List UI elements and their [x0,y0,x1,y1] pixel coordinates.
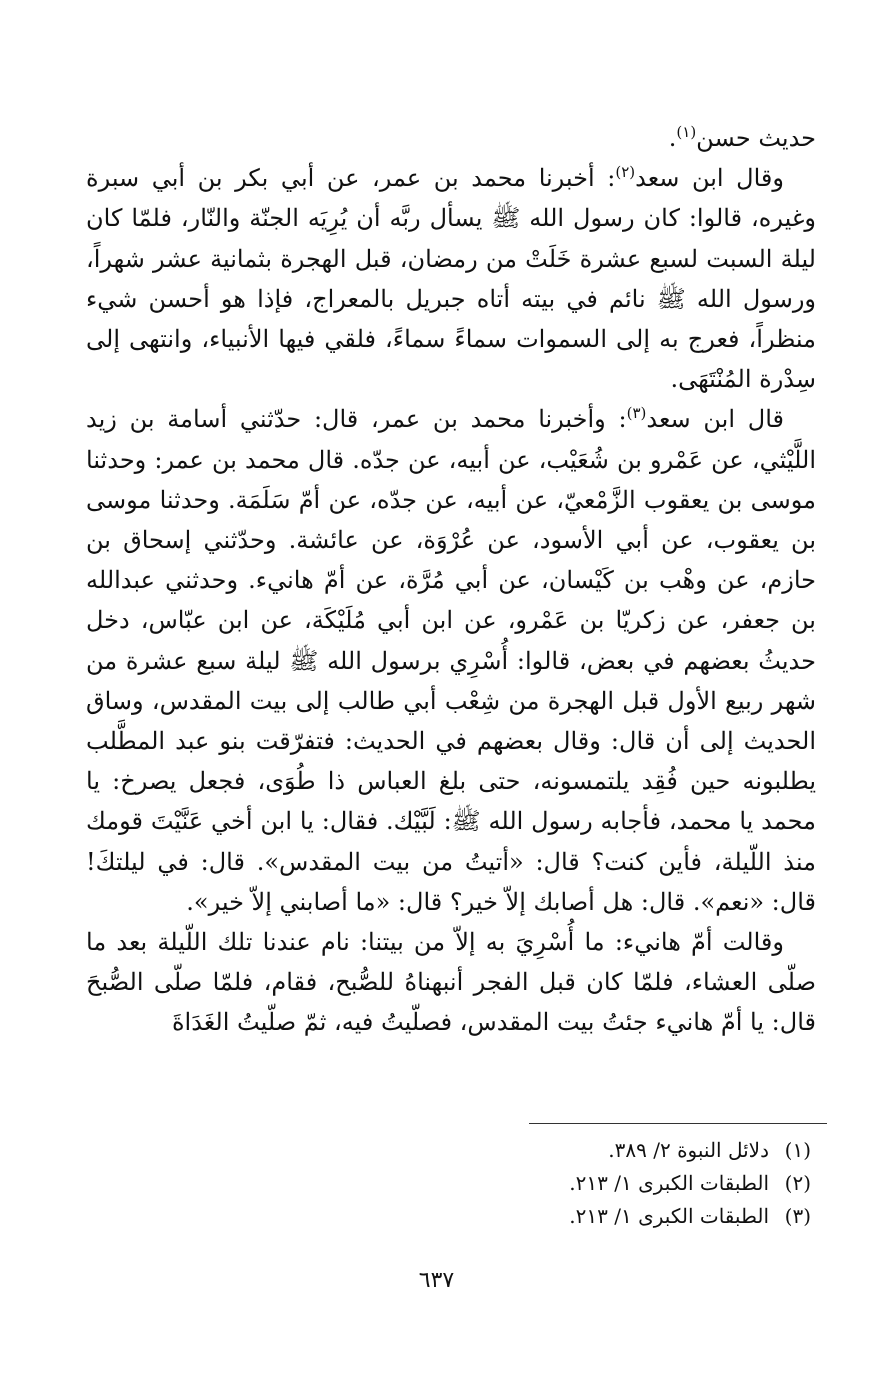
paragraph-text: حديث حسن [696,124,816,152]
footnote-3 [391,1200,811,1233]
footnote-text: الطبقات الكبرى ١/ ٢١٣. [569,1171,769,1195]
footnote-divider [529,1123,827,1124]
paragraph-4 [86,922,816,1043]
footnote-number: (١) [784,1138,811,1162]
footnote-ref: (١) [676,123,697,141]
paragraph-tail: : أخبرنا محمد بن عمر، عن أبي بكر بن أبي سبرة وغيره، قالوا: كان رسول الله ﷺ يسأل ربَّه أن يُرِيَه الجنّة والنّار، فلمّا كان ليلة السبت لسبع عشرة خَلَتْ من رمضان، قبل الهجرة بثمانية عشر شهراً، ورسول الله ﷺ نائم في بيته أتاه جبريل بالمعراج، فإذا هو أحسن شيء منظراً، فعرج به إلى السموات سماءً سماءً، فلقي فيها الأنبياء، وانتهى إلى سِدْرة المُنْتَهَى. [86,164,816,394]
footnote-ref: (٢) [615,163,636,182]
paragraph-tail: : وأخبرنا محمد بن عمر، قال: حدّثني أسامة بن زيد اللَّيْثي، عن عَمْرو بن شُعَيْب، عن أبيه، عن جدّه. قال محمد بن عمر: وحدثنا موسى بن يعقوب الزَّمْعيّ، عن أبيه، عن جدّه، عن أمّ سَلَمَة. وحدثنا موسى بن يعقوب، عن أبي الأسود، عن عُرْوَة، عن عائشة. وحدّثني إسحاق بن حازم، عن وهْب بن كَيْسان، عن أبي مُرَّة، عن أمّ هانيء. وحدثني عبدالله بن جعفر، عن زكريّا بن عَمْرو، عن ابن أبي مُلَيْكَة، عن ابن عبّاس، دخل حديثُ بعضهم في بعض، قالوا: أُسْرِي برسول الله ﷺ ليلة سبع عشرة من شهر ربيع الأول قبل الهجرة من شِعْب أبي طالب إلى بيت المقدس، وساق الحديث إلى أن قال: وقال بعضهم في الحديث: فتفرّقت بنو عبد المطَّلب يطلبونه حين فُقِد يلتمسونه، حتى بلغ العباس ذا طُوَى، فجعل يصرخ: يا محمد يا محمد، فأجابه رسول الله ﷺ: لَبَّيْك. فقال: يا ابن أخي عَنَّيْتَ قومك منذ اللّيلة، فأين كنت؟ قال: «أتيتُ من بيت المقدس». قال: في ليلتكَ! قال: «نعم». قال: هل أصابك إلاّ خير؟ قال: «ما أصابني إلاّ خير». [86,405,816,916]
paragraph-text: وقال ابن سعد [635,164,784,193]
footnote-1 [391,1134,811,1167]
footnote-text: الطبقات الكبرى ١/ ٢١٣. [569,1204,769,1228]
paragraph-text: وقالت أمّ هانيء: ما أُسْرِيَ به إلاّ من بيتنا: نام عندنا تلك اللّيلة بعد ما صلّى العشاء، فلمّا كان قبل الفجر أنبهناهُ للصُّبح، فقام، فلمّا صلّى الصُّبحَ قال: يا أمّ هانيء جئتُ بيت المقدس، فصلّيتُ فيه، ثمّ صلّيتُ الغَدَاةَ [86,928,816,1037]
page-number: ٦٣٧ [418,1268,455,1293]
main-text [86,118,816,1043]
footnote-ref: (٣) [626,404,647,423]
paragraph-3 [86,399,816,922]
footnote-2 [391,1167,811,1200]
footnotes [391,1134,811,1233]
paragraph-1 [86,118,816,158]
paragraph-text: قال ابن سعد [646,405,784,434]
footnote-text: دلائل النبوة ٢/ ٣٨٩. [608,1138,769,1162]
footnote-number: (٣) [784,1204,811,1228]
paragraph-tail: . [668,124,677,152]
paragraph-2 [86,158,816,399]
footnote-number: (٢) [784,1171,811,1195]
